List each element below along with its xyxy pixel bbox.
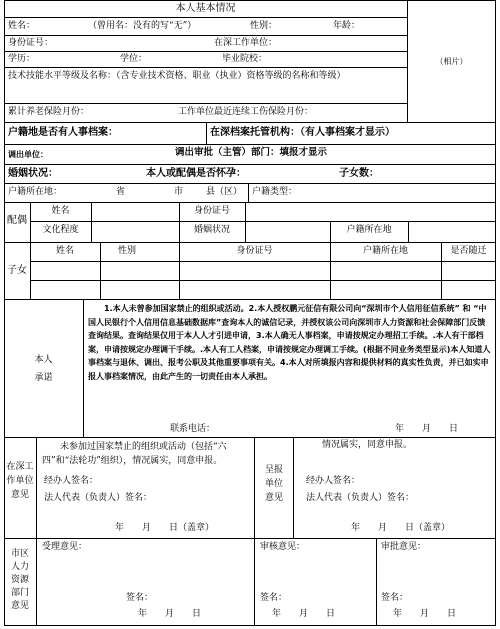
divider bbox=[4, 299, 496, 300]
hr-accept-date: 年 月 日 bbox=[138, 609, 202, 619]
divider bbox=[206, 122, 207, 144]
divider bbox=[248, 183, 249, 202]
divider bbox=[83, 299, 84, 437]
divider bbox=[4, 538, 496, 539]
degree-label: 学位： bbox=[120, 54, 148, 64]
id-label: 身份证号： bbox=[8, 38, 54, 48]
promise-text: 1.本人未曾参加国家禁止的组织或活动。2.本人授权鹏元征信有限公司向“深圳市个人信用征信系统” 和 “中国人民银行个人信用信息基础数据库”查询本人的诚信记录，并授权该公司向深圳市人力资源和社会保障部门反馈查询结果。查询结果仅用于本人人才引进申请，3.本人确无人事档案，申请按规定办理招工手续。.本人有干部档案，申请按规定办理调干手续。.本人有工人档案，申请按规定办理调工手续。(根据不同业务类型显示)本人知道人事档案与退休、调出、报考公职及其他重要事项有关。4.本人对所填报内容和提供材料的真实性负责，并已如实申报人事档案情况，由此产生的一切责任由本人承担。 bbox=[88, 304, 491, 381]
transfer-unit-label: 调出单位： bbox=[8, 150, 48, 159]
pension-label: 累计养老保险月份： bbox=[8, 107, 90, 117]
children-label: 子女 bbox=[7, 265, 27, 276]
name-label: 姓名： bbox=[8, 21, 36, 31]
form-title: 本人基本情况 bbox=[175, 3, 236, 14]
work-pension-label: 工作单位最近连续工伤保险月份： bbox=[178, 107, 314, 117]
spouse-id-header: 身份证号 bbox=[193, 206, 230, 216]
divider bbox=[376, 538, 377, 626]
huji-province: 省 bbox=[116, 187, 126, 197]
children-count-label: 子女数： bbox=[339, 168, 379, 179]
photo-placeholder: （相片） bbox=[435, 57, 468, 66]
promise-phone-label: 联系电话： bbox=[170, 424, 216, 434]
child-huji-header: 户籍所在地 bbox=[362, 246, 408, 256]
spouse-name-header: 姓名 bbox=[51, 206, 70, 216]
hr-label: 市区人力资源部门意见 bbox=[10, 549, 29, 611]
promise-date: 年 月 日 bbox=[395, 424, 459, 434]
hr-review-label: 审核意见： bbox=[260, 542, 306, 552]
divider bbox=[100, 242, 101, 299]
education-label: 学历： bbox=[8, 54, 36, 64]
unit-opinion-text: 未参加过国家禁止的组织或活动（包括“六四”和“法轮功”组织），情况属实，同意申报。 bbox=[42, 442, 227, 466]
divider bbox=[4, 122, 496, 123]
unit-opinion-label: 在深工作单位意见 bbox=[6, 462, 34, 500]
hr-review-date: 年 月 日 bbox=[272, 609, 336, 619]
divider bbox=[245, 202, 246, 242]
alias-label: （曾用名：没有的写“无”） bbox=[88, 21, 197, 31]
child-id-header: 身份证号 bbox=[236, 246, 273, 256]
report-opinion-text: 情况属实，同意申报。 bbox=[322, 440, 413, 450]
divider bbox=[4, 183, 496, 184]
child-name-header: 姓名 bbox=[55, 246, 74, 256]
hr-accept-sign: 签名： bbox=[126, 593, 154, 603]
divider bbox=[4, 51, 407, 52]
school-label: 毕业院校： bbox=[222, 54, 268, 64]
spouse-label: 配偶 bbox=[7, 215, 27, 226]
divider bbox=[36, 437, 37, 626]
employer-label: 在深工作单位： bbox=[214, 38, 278, 48]
hr-approve-label: 审批意见： bbox=[381, 542, 427, 552]
huji-city: 市 bbox=[174, 187, 184, 197]
child-follow-header: 是否随迁 bbox=[450, 246, 487, 256]
hr-approve-sign: 签名： bbox=[381, 593, 409, 603]
report-legal-label: 法人代表（负责人）签名： bbox=[306, 493, 415, 503]
divider bbox=[4, 144, 496, 145]
skill-label: 技术技能水平等级及名称：（含专业技术资格、职业（执业）资格等级的名称和等级） bbox=[8, 71, 346, 81]
divider bbox=[4, 103, 407, 104]
sz-archive-label: 在深档案托管机构：（有人事档案才显示） bbox=[210, 127, 395, 138]
unit-agent-label: 经办人签名： bbox=[44, 476, 99, 486]
divider bbox=[4, 437, 496, 438]
pregnant-label: 本人或配偶是否怀孕： bbox=[146, 168, 246, 179]
spouse-marriage-header: 婚姻状况 bbox=[193, 225, 230, 235]
spouse-edu-header: 文化程度 bbox=[42, 225, 79, 235]
divider bbox=[4, 202, 496, 203]
unit-date: 年 月 日（盖章） bbox=[115, 523, 215, 533]
divider bbox=[254, 437, 255, 538]
divider bbox=[4, 35, 407, 36]
spouse-huji-header: 户籍所在地 bbox=[346, 225, 392, 235]
marriage-label: 婚姻状况： bbox=[8, 168, 58, 179]
divider bbox=[4, 67, 407, 68]
promise-label-2: 承诺 bbox=[34, 373, 53, 383]
child-gender-header: 性别 bbox=[118, 246, 137, 256]
divider bbox=[293, 437, 294, 538]
transfer-dept-label: 调出审批（主管）部门：填报才显示 bbox=[175, 147, 328, 158]
divider bbox=[254, 538, 255, 626]
hr-approve-date: 年 月 日 bbox=[393, 609, 457, 619]
divider bbox=[91, 202, 92, 242]
unit-legal-label: 法人代表（负责人）签名： bbox=[44, 493, 153, 503]
gender-label: 性别： bbox=[250, 21, 278, 31]
divider bbox=[4, 164, 496, 165]
huji-county: 县（区） bbox=[206, 187, 243, 197]
divider bbox=[408, 221, 409, 242]
report-opinion-label: 呈报单位意见 bbox=[264, 465, 283, 503]
age-label: 年龄： bbox=[333, 21, 361, 31]
divider bbox=[4, 17, 407, 18]
huji-type-label: 户籍类型： bbox=[252, 187, 298, 197]
divider bbox=[30, 221, 496, 222]
report-date: 年 月 日（盖章） bbox=[351, 523, 451, 533]
huji-location-label: 户籍所在地： bbox=[8, 187, 63, 197]
huji-archive-label: 户籍地是否有人事档案： bbox=[8, 127, 118, 138]
hr-accept-label: 受理意见： bbox=[42, 542, 88, 552]
hr-review-sign: 签名： bbox=[260, 593, 288, 603]
promise-label-1: 本人 bbox=[34, 355, 53, 365]
report-agent-label: 经办人签名： bbox=[306, 476, 361, 486]
divider bbox=[4, 242, 496, 243]
